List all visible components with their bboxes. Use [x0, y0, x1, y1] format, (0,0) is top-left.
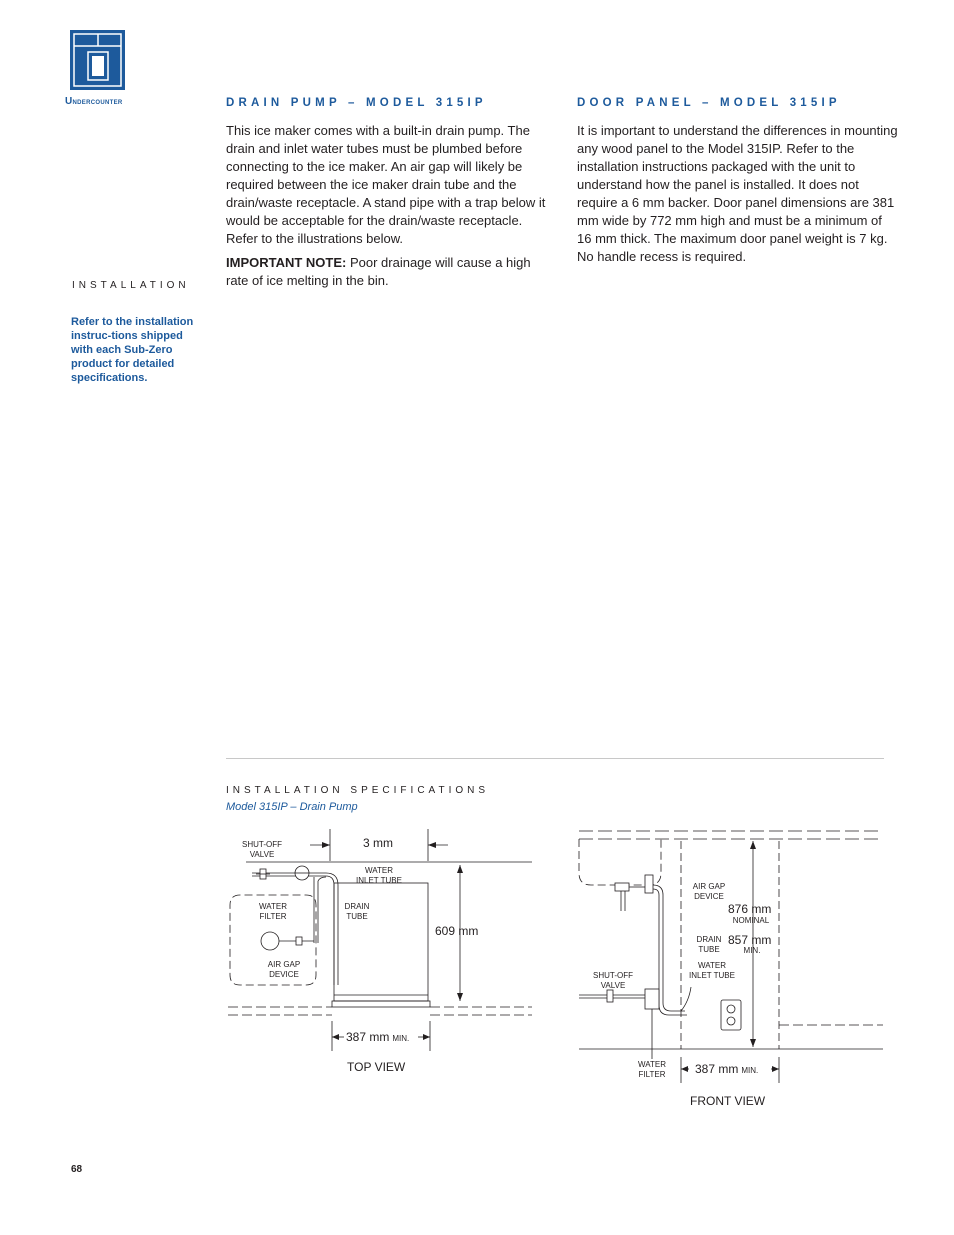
- front-shutoff-label-1: SHUT-OFF: [593, 971, 633, 980]
- top-width-dimension: [346, 1030, 409, 1044]
- top-filter-label-1: WATER: [259, 902, 287, 911]
- front-filter-label-1: WATER: [638, 1060, 666, 1069]
- min-height-suffix: MIN.: [743, 946, 761, 955]
- top-drain-label-1: DRAIN: [344, 902, 370, 911]
- door-panel-heading: DOOR PANEL – MODEL 315IP: [577, 97, 841, 109]
- door-panel-paragraph: It is important to understand the differences in mounting any wood panel to the Model 315IP. Refer to the installation instructions packaged with the unit to understand how the panel is installed. It does not require a 6 mm backer. Door panel dimensions are 381 mm wide by 772 mm high and must be a minimum of 16 mm thick. The maximum door panel weight is 7 kg. No handle recess is required.: [577, 123, 898, 264]
- specs-subtitle: Model 315IP – Drain Pump: [226, 801, 358, 813]
- front-filter-label-2: FILTER: [638, 1070, 666, 1079]
- front-width-value: 387 mm: [695, 1062, 739, 1076]
- important-note: [226, 254, 551, 290]
- front-inlet-label-2: INLET TUBE: [689, 971, 735, 980]
- top-drain-label-2: TUBE: [346, 912, 368, 921]
- top-filter-label-2: FILTER: [259, 912, 287, 921]
- drain-pump-body: [226, 122, 551, 296]
- sub-zero-logo: [70, 30, 125, 90]
- front-view-caption: FRONT VIEW: [690, 1094, 766, 1108]
- important-note-label: IMPORTANT NOTE:: [226, 255, 347, 270]
- drain-pump-paragraph: This ice maker comes with a built-in drain pump. The drain and inlet water tubes must be plumbed before connecting to the ice maker. An air gap will likely be required between the ice maker drain tube and the drain/waste receptacle. A stand pipe with a trap below it would be acceptable for the drain/waste receptacle. Refer to the illustrations below.: [226, 123, 546, 246]
- page-number: 68: [71, 1164, 83, 1175]
- front-inlet-label-1: WATER: [698, 961, 726, 970]
- brand-label: Undercounter: [65, 96, 123, 107]
- top-airgap-label-2: DEVICE: [269, 970, 299, 979]
- sidebar-note: Refer to the installation instruc-tions shipped with each Sub-Zero product for detailed specifications.: [71, 316, 194, 384]
- top-view-diagram: [226, 825, 538, 1085]
- top-inlet-label-2: INLET TUBE: [356, 876, 402, 885]
- specs-title: INSTALLATION SPECIFICATIONS: [226, 785, 490, 796]
- gap-dimension: 3 mm: [363, 836, 393, 850]
- front-airgap-label-2: DEVICE: [694, 892, 724, 901]
- important-note-text: Poor drainage will cause a high rate of ice melting in the bin.: [226, 255, 531, 288]
- min-height-dimension: 857 mm: [728, 933, 772, 947]
- top-airgap-label-1: AIR GAP: [267, 960, 301, 969]
- door-panel-body: [577, 122, 899, 272]
- nominal-label: NOMINAL: [732, 916, 770, 925]
- front-drain-label-2: TUBE: [698, 945, 720, 954]
- front-shutoff-label-2: VALVE: [600, 981, 626, 990]
- section-divider: [226, 758, 884, 759]
- drain-pump-heading: DRAIN PUMP – MODEL 315IP: [226, 97, 487, 109]
- top-inlet-label-1: WATER: [365, 866, 393, 875]
- depth-dimension: 609 mm: [435, 924, 479, 938]
- front-airgap-label-1: AIR GAP: [692, 882, 726, 891]
- top-view-caption: TOP VIEW: [347, 1060, 406, 1074]
- front-width-suffix: MIN.: [741, 1066, 759, 1075]
- front-view-diagram: [577, 825, 887, 1115]
- top-shutoff-label-1: SHUT-OFF: [242, 840, 282, 849]
- top-shutoff-label-2: VALVE: [249, 850, 275, 859]
- front-drain-label-1: DRAIN: [696, 935, 722, 944]
- sidebar-title: INSTALLATION: [72, 280, 190, 291]
- top-width-value: 387 mm: [346, 1030, 390, 1044]
- nominal-height-dimension: 876 mm: [728, 902, 772, 916]
- front-width-dimension: [695, 1062, 758, 1076]
- top-width-suffix: MIN.: [392, 1034, 410, 1043]
